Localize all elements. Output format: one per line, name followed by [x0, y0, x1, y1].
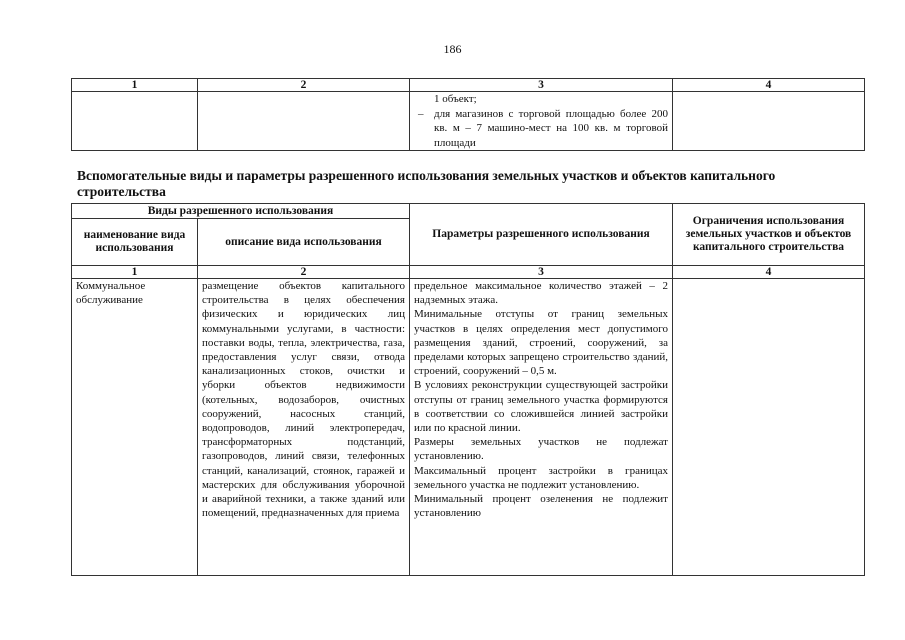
- column-number: 3: [410, 79, 673, 92]
- column-number: 4: [673, 266, 865, 279]
- parameter-paragraph: Минимальный процент озеленения не подлежит установлению: [414, 493, 668, 520]
- section-title: Вспомогательные виды и параметры разрешенного использования земельных участков и объектов капитального строительства: [77, 168, 776, 199]
- parameter-paragraph: предельное максимальное количество этажей – 2 надземных этажа.: [414, 280, 668, 307]
- header-name: наименование вида использования: [72, 219, 198, 266]
- use-description: размещение объектов капитального строительства в целях обеспечения физических и юридических лиц коммунальными услугами, в частности: поставки воды, тепла, электричества, газа, предоставления услуг связи, отвода канализационных стоков, очистки и уборки объектов недвижимости (котельных, водозаборов, очистных сооружений, насосных станций, водопроводов, линий электропередач, трансформаторных подстанций, газопроводов, линий связи, телефонных станций, канализаций, стоянок, гаражей и мастерских для обслуживания уборочной и аварийной техники, а также зданий или помещений, предназначенных для приема: [198, 279, 410, 576]
- column-number: 2: [198, 266, 410, 279]
- list-item: 1 объект;: [434, 93, 477, 105]
- parameter-paragraph: Минимальные отступы от границ земельных участков в целях определения мест допустимого размещения зданий, строений, сооружений, за пределами которых запрещено строительство зданий, строений, сооружений – 0,5 м.: [414, 308, 668, 378]
- parameter-paragraph: Размеры земельных участков не подлежат установлению.: [414, 436, 668, 463]
- continuation-table: [71, 78, 865, 151]
- table-row: [72, 279, 865, 576]
- page-number: 186: [443, 42, 462, 56]
- column-number: 1: [72, 266, 198, 279]
- header-restrictions: Ограничения использования земельных участков и объектов капитального строительства: [673, 204, 865, 266]
- table-row: [72, 92, 865, 151]
- header-parameters: Параметры разрешенного использования: [410, 204, 673, 266]
- table-header-row: [72, 204, 865, 219]
- table-cell: [410, 92, 673, 151]
- list-item: – для магазинов с торговой площадью более 200 кв. м – 7 машино-мест на 100 кв. м торговой площади: [414, 107, 668, 151]
- header-group-label: Виды разрешенного использования: [72, 204, 410, 219]
- parameter-list: [414, 92, 668, 150]
- use-parameters: [410, 279, 673, 576]
- table-cell: [198, 92, 410, 151]
- parameter-paragraph: В условиях реконструкции существующей застройки отступы от границ земельного участка формируются в соответствии со сложившейся линией застройки или по красной линии.: [414, 379, 668, 435]
- auxiliary-uses-table: [71, 203, 865, 576]
- table-header-row: [72, 79, 865, 92]
- column-number: 2: [198, 79, 410, 92]
- header-description: описание вида использования: [198, 219, 410, 266]
- use-name: Коммунальное обслуживание: [72, 279, 198, 576]
- parameter-paragraph: Максимальный процент застройки в границах земельного участка не подлежит установлению.: [414, 464, 668, 491]
- column-number: 1: [72, 79, 198, 92]
- use-restrictions: [673, 279, 865, 576]
- column-number: 4: [673, 79, 865, 92]
- table-cell: [72, 92, 198, 151]
- table-cell: [673, 92, 865, 151]
- column-number: 3: [410, 266, 673, 279]
- column-number-row: [72, 266, 865, 279]
